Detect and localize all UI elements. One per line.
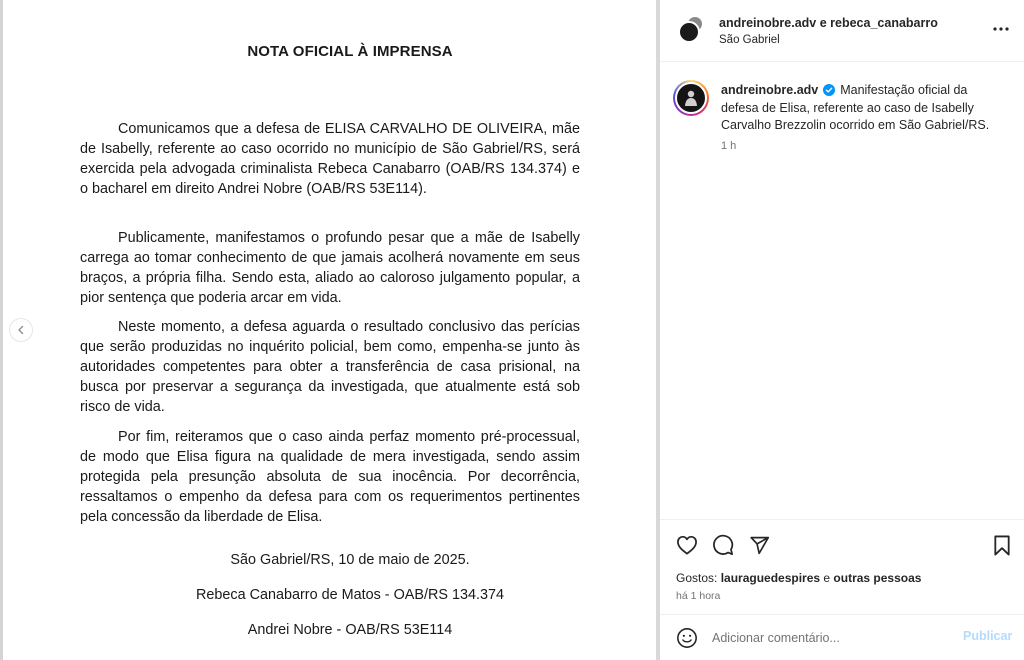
post-authors bbox=[719, 16, 938, 30]
chevron-left-icon bbox=[16, 325, 26, 335]
emoji-button[interactable] bbox=[676, 627, 698, 649]
caption-username[interactable]: andreinobre.adv bbox=[721, 83, 819, 97]
share-button[interactable] bbox=[747, 533, 771, 557]
authors-conjunction: e bbox=[816, 16, 831, 30]
document-signature-1: Rebeca Canabarro de Matos - OAB/RS 134.374 bbox=[196, 587, 504, 603]
verified-badge-icon bbox=[823, 84, 835, 96]
document-title: NOTA OFICIAL À IMPRENSA bbox=[247, 43, 453, 60]
document-paragraph-4: Por fim, reiteramos que o caso ainda perfaz momento pré-processual, de modo que Elisa figura na qualidade de mera investigada, sendo assim protegida pela presunção absoluta de sua inocência. Por decorrência, ressaltamos o empenho da defesa para com os requerimentos pertinentes pela concessão da liberdade de Elisa. bbox=[80, 429, 580, 525]
document-paragraph-1: Comunicamos que a defesa de ELISA CARVALHO DE OLIVEIRA, mãe de Isabelly, referente ao caso ocorrido no município de São Gabriel/RS, será exercida pela advogada criminalista Rebeca Canabarro (OAB/RS 134.374) e o bacharel em direito Andrei Nobre (OAB/RS 53E114). bbox=[80, 121, 580, 197]
author-username-1[interactable]: andreinobre.adv bbox=[719, 16, 817, 30]
likes-prefix: Gostos: bbox=[676, 571, 721, 585]
post-side-panel bbox=[660, 0, 1024, 660]
emoji-smile-icon bbox=[676, 627, 698, 649]
paper-plane-icon bbox=[749, 535, 770, 556]
caption-time: 1 h bbox=[721, 140, 737, 152]
like-button[interactable] bbox=[675, 533, 699, 557]
bookmark-icon bbox=[993, 535, 1011, 556]
avatar-primary[interactable] bbox=[678, 21, 700, 43]
likes-summary bbox=[676, 571, 921, 585]
caption-text bbox=[721, 82, 1006, 135]
more-horizontal-icon bbox=[993, 27, 1009, 31]
likes-user[interactable]: lauraguedespires bbox=[720, 571, 821, 585]
document-signature-2: Andrei Nobre - OAB/RS 53E114 bbox=[247, 622, 453, 638]
likes-middle: e bbox=[820, 571, 834, 585]
publish-button[interactable]: Publicar bbox=[963, 629, 1013, 643]
story-ring[interactable] bbox=[673, 80, 709, 116]
previous-slide-button[interactable] bbox=[9, 318, 33, 342]
post-location[interactable]: São Gabriel bbox=[719, 34, 780, 46]
comment-button[interactable] bbox=[711, 533, 735, 557]
person-silhouette-icon bbox=[683, 89, 699, 107]
comment-bar bbox=[660, 614, 1024, 660]
document-place-date: São Gabriel/RS, 10 de maio de 2025. bbox=[230, 552, 470, 568]
post-actions bbox=[660, 519, 1024, 614]
caption-avatar bbox=[675, 82, 707, 114]
left-edge bbox=[0, 0, 3, 660]
caption-body: Manifestação oficial da defesa de Elisa, referente ao caso de Isabelly Carvalho Brezzolin ocorrido em São Gabriel/RS. bbox=[721, 83, 990, 132]
document-paragraph-2: Publicamente, manifestamos o profundo pesar que a mãe de Isabelly carrega ao tomar conhecimento de que jamais acolherá novamente em seus braços, a própria filha. Sendo esta, aliado ao caloroso julgamento popular, a pior sentença que poderia arcar em vida. bbox=[80, 230, 580, 306]
post-header bbox=[660, 0, 1024, 62]
document-paragraph-3: Neste momento, a defesa aguarda o resultado conclusivo das perícias que serão produzidas no inquérito policial, bem como, empenha-se junto às autoridades competentes para obter a transferência de casa prisional, na busca por preservar a segurança da investigada, que atualmente está sob risco de vida. bbox=[80, 319, 580, 415]
more-options-button[interactable] bbox=[992, 20, 1010, 38]
save-button[interactable] bbox=[990, 533, 1014, 557]
post-timestamp[interactable]: há 1 hora bbox=[676, 590, 721, 602]
likes-others[interactable]: outras pessoas bbox=[833, 571, 922, 585]
heart-icon bbox=[676, 535, 698, 555]
author-username-2[interactable]: rebeca_canabarro bbox=[830, 16, 938, 30]
comment-input[interactable] bbox=[712, 627, 952, 649]
comment-bubble-icon bbox=[712, 534, 734, 556]
